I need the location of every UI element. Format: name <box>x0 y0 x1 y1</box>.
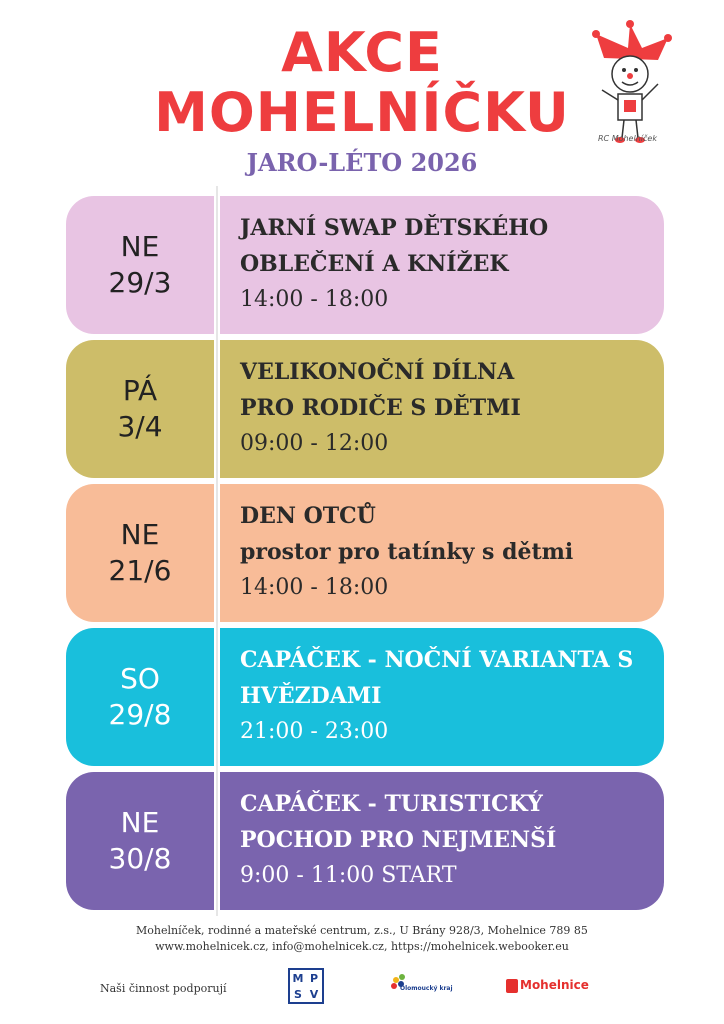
event-row <box>66 196 664 334</box>
event-day: NE <box>120 230 160 263</box>
mpsv-letter: P <box>309 971 319 985</box>
event-details-box <box>220 196 664 334</box>
event-date-box <box>66 772 214 910</box>
event-day: SO <box>120 662 160 695</box>
event-date-box <box>66 340 214 478</box>
mpsv-letter: S <box>294 987 302 1001</box>
event-title-line: VELIKONOČNÍ DÍLNA <box>240 359 515 385</box>
event-row <box>66 628 664 766</box>
title-line-1: AKCE <box>281 21 443 84</box>
event-time: 9:00 - 11:00 START <box>240 863 457 888</box>
event-details-box <box>220 772 664 910</box>
event-date-box <box>66 628 214 766</box>
event-details-box <box>220 484 664 622</box>
event-time: 14:00 - 18:00 <box>240 287 389 312</box>
event-date: 30/8 <box>108 842 172 875</box>
event-time: 14:00 - 18:00 <box>240 575 389 600</box>
mpsv-letter: M <box>292 971 304 985</box>
event-row <box>66 340 664 478</box>
olomoucky-kraj-label: Olomoucký kraj <box>400 985 453 992</box>
event-date: 29/3 <box>108 266 172 299</box>
event-title-line: PRO RODIČE S DĚTMI <box>240 395 521 421</box>
event-time: 09:00 - 12:00 <box>240 431 389 456</box>
event-title-line: HVĚZDAMI <box>240 683 382 709</box>
event-title-line: POCHOD PRO NEJMENŠÍ <box>240 827 557 853</box>
event-details-box <box>220 628 664 766</box>
mpsv-letter: V <box>309 987 319 1001</box>
event-details-box <box>220 340 664 478</box>
jester-mascot-logo <box>584 20 674 148</box>
logo-caption: RC Mohelníček <box>598 134 657 143</box>
event-title-line: OBLEČENÍ A KNÍŽEK <box>240 251 509 277</box>
event-day: NE <box>120 518 160 551</box>
mohelnice-logo-icon <box>506 979 518 993</box>
event-row <box>66 484 664 622</box>
event-date: 21/6 <box>108 554 172 587</box>
mohelnice-label: Mohelnice <box>520 978 589 992</box>
event-title-line: CAPÁČEK - TURISTICKÝ <box>240 791 543 817</box>
title-line-2: MOHELNÍČKU <box>154 81 570 144</box>
subtitle: JARO-LÉTO 2026 <box>246 148 478 177</box>
event-row <box>66 772 664 910</box>
event-title-line: CAPÁČEK - NOČNÍ VARIANTA S <box>240 647 634 673</box>
mpsv-logo <box>288 968 324 1004</box>
event-date: 3/4 <box>117 410 163 443</box>
event-day: NE <box>120 806 160 839</box>
event-title-line: prostor pro tatínky s dětmi <box>240 539 574 565</box>
event-title-line: JARNÍ SWAP DĚTSKÉHO <box>240 215 549 241</box>
footer-address: Mohelníček, rodinné a mateřské centrum, z.s., U Brány 928/3, Mohelnice 789 85 <box>136 924 588 937</box>
event-date-box <box>66 196 214 334</box>
event-time: 21:00 - 23:00 <box>240 719 389 744</box>
event-title-line: DEN OTCŮ <box>240 503 376 529</box>
event-date: 29/8 <box>108 698 172 731</box>
event-date-box <box>66 484 214 622</box>
support-label: Naši činnost podporují <box>100 982 227 995</box>
event-day: PÁ <box>122 374 158 407</box>
footer-contacts: www.mohelnicek.cz, info@mohelnicek.cz, https://mohelnicek.webooker.eu <box>155 940 569 953</box>
